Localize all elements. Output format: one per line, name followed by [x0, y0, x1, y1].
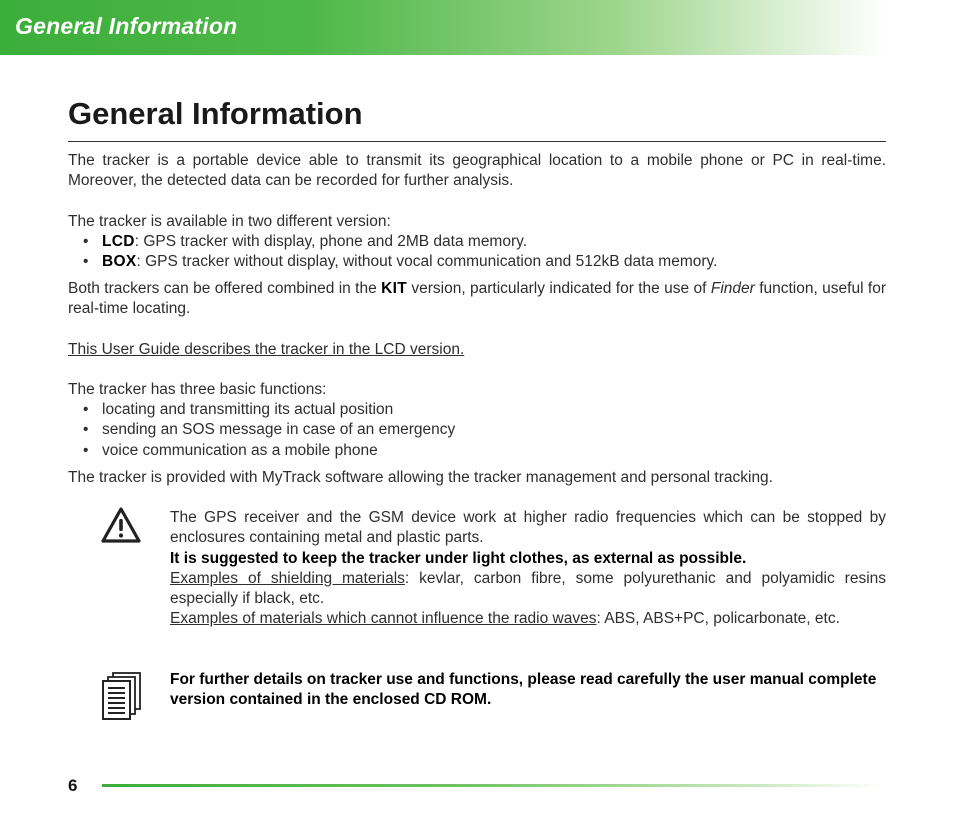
kit-text-middle: version, particularly indicated for the use of — [406, 280, 711, 297]
list-item — [68, 420, 886, 440]
bullet-icon: • — [83, 441, 89, 459]
versions-intro: The tracker is available in two different version: — [68, 213, 391, 230]
manual-note: For further details on tracker use and functions, please read carefully the user manual complete version contained in the enclosed CD ROM. — [170, 671, 877, 709]
banner-title: General Information — [15, 13, 238, 39]
warning-triangle-icon — [100, 506, 142, 544]
version-desc: : GPS tracker with display, phone and 2MB data memory. — [134, 233, 528, 250]
warning-bold-text: It is suggested to keep the tracker under light clothes, as external as possible. — [170, 549, 747, 567]
function-text: voice communication as a mobile phone — [102, 441, 378, 459]
title-divider — [68, 141, 886, 142]
versions-list — [68, 232, 886, 273]
version-name: BOX — [102, 253, 137, 271]
non-influencing-examples — [170, 609, 886, 629]
shielding-text: : kevlar, carbon fibre, some polyurethanic and polyamidic resins especially if black, etc. — [170, 569, 887, 608]
page-number: 6 — [68, 776, 78, 795]
kit-text-after: function, useful for real-time locating. — [68, 280, 887, 318]
kit-name: KIT — [381, 280, 407, 297]
bullet-icon: • — [83, 401, 89, 418]
list-item — [68, 441, 886, 461]
intro-paragraph: The tracker is a portable device able to transmit its geographical location to a mobile phone or PC in real-time. Moreover, the detected data can be recorded for further analysis. — [68, 152, 886, 190]
non-influencing-text: : ABS, ABS+PC, policarbonate, etc. — [596, 610, 840, 628]
functions-list — [68, 400, 886, 461]
footer-divider — [102, 784, 882, 787]
page-title: General Information — [68, 96, 363, 131]
list-item — [68, 252, 886, 272]
kit-text-before: Both trackers can be offered combined in the — [68, 280, 382, 297]
guide-note-text: This User Guide describes the tracker in the LCD version. — [68, 341, 465, 358]
warning-note — [170, 508, 886, 630]
finder-term: Finder — [710, 280, 755, 297]
function-text: locating and transmitting its actual position — [102, 401, 394, 418]
version-name: LCD — [102, 233, 135, 250]
shielding-examples — [170, 569, 886, 610]
warning-text: The GPS receiver and the GSM device work at higher radio frequencies which can be stopped by enclosures containing metal and plastic parts. — [170, 509, 886, 547]
shielding-label: Examples of shielding materials — [170, 569, 405, 587]
document-stack-icon — [100, 671, 142, 721]
bullet-icon: • — [83, 233, 89, 250]
bullet-icon: • — [83, 253, 89, 271]
function-text: sending an SOS message in case of an emergency — [102, 421, 456, 439]
non-influencing-label: Examples of materials which cannot influence the radio waves — [170, 610, 597, 628]
software-paragraph: The tracker is provided with MyTrack software allowing the tracker management and personal tracking. — [68, 469, 773, 486]
kit-paragraph — [68, 279, 886, 320]
functions-intro: The tracker has three basic functions: — [68, 381, 327, 398]
list-item — [68, 232, 886, 252]
bullet-icon: • — [83, 421, 89, 439]
guide-note — [68, 340, 886, 360]
list-item — [68, 400, 886, 420]
version-desc: : GPS tracker without display, without vocal communication and 512kB data memory. — [136, 253, 718, 271]
header-banner — [0, 0, 886, 55]
